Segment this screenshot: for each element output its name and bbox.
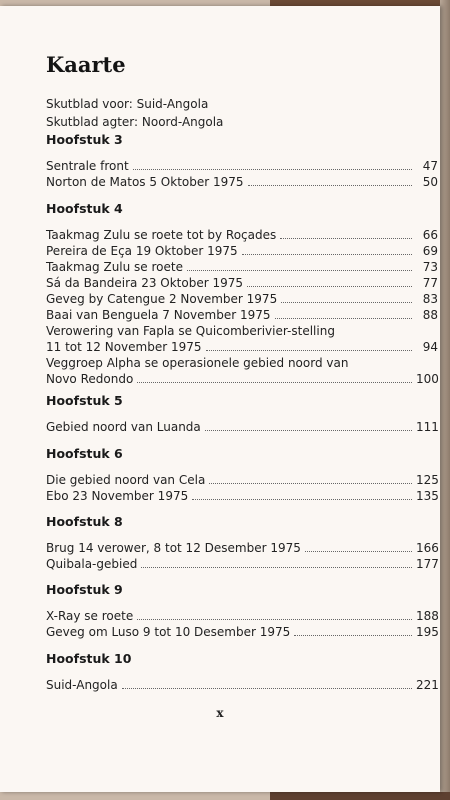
- map-title: Geveg om Luso 9 tot 10 Desember 1975: [46, 625, 291, 639]
- map-title: Verowering van Fapla se Quicomberivier-stelling: [46, 324, 335, 338]
- endpaper-list: [46, 95, 223, 131]
- leader-dots: [137, 619, 412, 620]
- leader-dots: [280, 238, 412, 239]
- map-entry: [46, 227, 438, 243]
- page-ref: 69: [422, 244, 438, 258]
- map-entry: [46, 291, 438, 307]
- map-entry: [46, 259, 438, 275]
- leader-dots: [187, 270, 412, 271]
- map-title: Die gebied noord van Cela: [46, 473, 206, 487]
- page-ref: 73: [422, 260, 438, 274]
- map-title-continued: Novo Redondo: [46, 372, 134, 386]
- map-entry: [46, 307, 438, 323]
- page-ref: 125: [416, 473, 439, 487]
- book-edge: [440, 0, 450, 800]
- map-title: Gebied noord van Luanda: [46, 420, 201, 434]
- map-title: Taakmag Zulu se roete tot by Roçades: [46, 228, 277, 242]
- leader-dots: [205, 430, 412, 431]
- page-number: x: [216, 706, 224, 720]
- map-entry: [46, 472, 438, 488]
- page-ref: 195: [416, 625, 439, 639]
- chapter-heading: Hoofstuk 10: [46, 651, 132, 666]
- map-title: Suid-Angola: [46, 678, 118, 692]
- page-ref: 111: [416, 420, 439, 434]
- leader-dots: [122, 688, 412, 689]
- map-title: Geveg by Catengue 2 November 1975: [46, 292, 278, 306]
- chapter-section: [46, 514, 438, 572]
- page-ref: 177: [416, 557, 439, 571]
- leader-dots: [209, 483, 412, 484]
- page-ref: 77: [422, 276, 438, 290]
- map-entry: [46, 540, 438, 556]
- chapter-heading: Hoofstuk 3: [46, 132, 123, 147]
- map-title: Taakmag Zulu se roete: [46, 260, 183, 274]
- map-entry: [46, 174, 438, 190]
- page-title: Kaarte: [46, 52, 126, 77]
- chapter-heading: Hoofstuk 8: [46, 514, 123, 529]
- map-title: Sá da Bandeira 23 Oktober 1975: [46, 276, 244, 290]
- map-entry: [46, 556, 438, 572]
- leader-dots: [141, 567, 412, 568]
- leader-dots: [206, 350, 412, 351]
- page-ref: 100: [416, 372, 439, 386]
- map-title-continued: 11 tot 12 November 1975: [46, 340, 202, 354]
- page-ref: 88: [422, 308, 438, 322]
- leader-dots: [294, 635, 412, 636]
- page-ref: 166: [416, 541, 439, 555]
- chapter-heading: Hoofstuk 9: [46, 582, 123, 597]
- map-title: Sentrale front: [46, 159, 129, 173]
- endpaper-front: Skutblad voor: Suid-Angola: [46, 97, 209, 111]
- map-title: X-Ray se roete: [46, 609, 134, 623]
- page-ref: 135: [416, 489, 439, 503]
- map-title: Brug 14 verower, 8 tot 12 Desember 1975: [46, 541, 301, 555]
- map-entry: [46, 158, 438, 174]
- chapter-section: [46, 446, 438, 504]
- page-ref: 94: [422, 340, 438, 354]
- leader-dots: [192, 499, 412, 500]
- chapter-section: [46, 582, 438, 640]
- leader-dots: [247, 286, 412, 287]
- chapter-section: [46, 393, 438, 435]
- page-ref: 50: [422, 175, 438, 189]
- background-strip-bottom: [270, 792, 450, 800]
- map-entry: [46, 624, 438, 640]
- map-title: Quibala-gebied: [46, 557, 138, 571]
- map-entry: [46, 419, 438, 435]
- map-title: Pereira de Eça 19 Oktober 1975: [46, 244, 238, 258]
- chapter-heading: Hoofstuk 6: [46, 446, 123, 461]
- map-entry: [46, 488, 438, 504]
- map-entry: [46, 355, 438, 387]
- page-ref: 83: [422, 292, 438, 306]
- map-title: Veggroep Alpha se operasionele gebied noord van: [46, 356, 349, 370]
- leader-dots: [133, 169, 412, 170]
- page-ref: 47: [422, 159, 438, 173]
- chapter-section: [46, 132, 438, 190]
- chapter-section: [46, 651, 438, 693]
- map-title: Norton de Matos 5 Oktober 1975: [46, 175, 244, 189]
- leader-dots: [137, 382, 412, 383]
- chapter-heading: Hoofstuk 5: [46, 393, 123, 408]
- map-entry: [46, 323, 438, 355]
- map-entry: [46, 677, 438, 693]
- page-ref: 188: [416, 609, 439, 623]
- book-page: [0, 6, 440, 792]
- map-entry: [46, 275, 438, 291]
- endpaper-back: Skutblad agter: Noord-Angola: [46, 115, 224, 129]
- map-entry: [46, 243, 438, 259]
- leader-dots: [248, 185, 412, 186]
- leader-dots: [242, 254, 412, 255]
- leader-dots: [275, 318, 412, 319]
- leader-dots: [281, 302, 412, 303]
- page-ref: 66: [422, 228, 438, 242]
- page-ref: 221: [416, 678, 439, 692]
- map-title: Ebo 23 November 1975: [46, 489, 189, 503]
- map-title: Baai van Benguela 7 November 1975: [46, 308, 271, 322]
- map-entry: [46, 608, 438, 624]
- chapter-section: [46, 201, 438, 387]
- chapter-heading: Hoofstuk 4: [46, 201, 123, 216]
- leader-dots: [305, 551, 412, 552]
